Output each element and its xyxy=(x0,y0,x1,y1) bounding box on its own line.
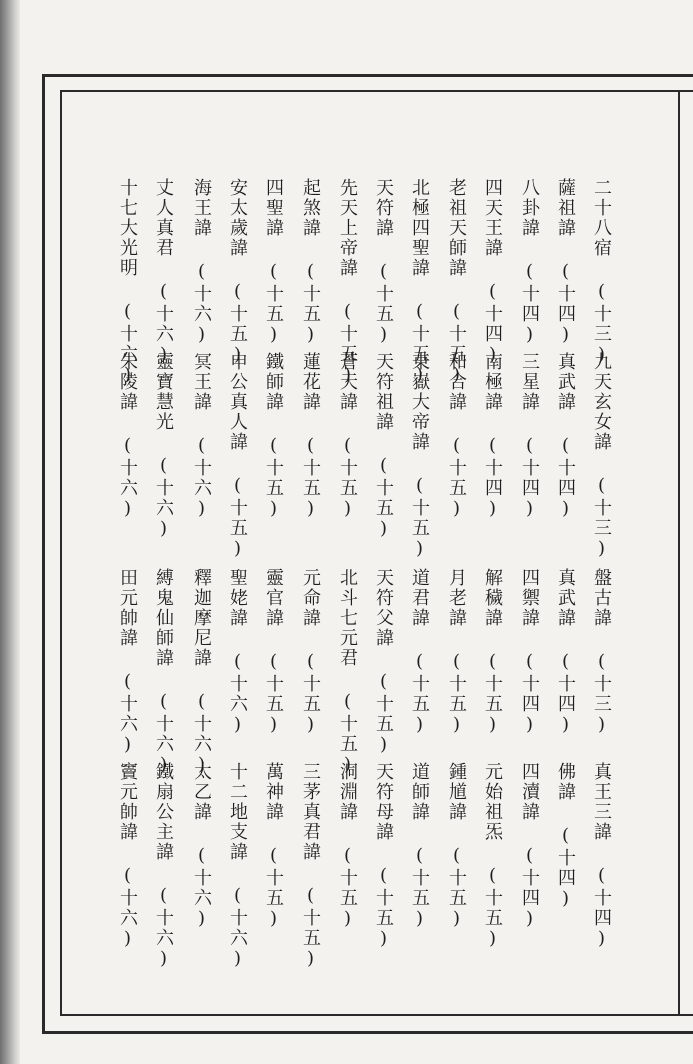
index-entry: 道師諱 (十五) xyxy=(409,762,430,931)
index-entry: 四瀆諱 (十四) xyxy=(519,762,540,931)
index-entry: 盤古諱 (十三) xyxy=(591,568,612,737)
index-entry: 四天王諱 (十四) xyxy=(482,178,503,367)
index-entry: 竇元帥諱 (十六) xyxy=(117,762,138,951)
index-entry: 佛諱 (十四) xyxy=(555,762,576,911)
index-entry: 田元帥諱 (十六) xyxy=(117,568,138,757)
index-entry: 北極四聖諱 (十五) xyxy=(409,178,430,387)
index-entry: 三茅真君諱 (十五) xyxy=(300,762,321,971)
index-entry: 鐵師諱 (十五) xyxy=(263,352,284,521)
index-entry: 海王諱 (十六) xyxy=(191,178,212,347)
index-entry: 真王三諱 (十四) xyxy=(591,762,612,951)
index-entry: 北斗七元君 (十五) xyxy=(337,568,358,777)
index-entry: 安太歲諱 (十五) xyxy=(227,178,248,367)
index-entry: 老祖天師諱 (十五) xyxy=(446,178,467,387)
index-entry: 四禦諱 (十四) xyxy=(519,568,540,737)
index-entry: 太乙諱 (十六) xyxy=(191,762,212,931)
index-entry: 十七大光明 (十六) xyxy=(117,178,138,387)
index-entry: 十二地支諱 (十六) xyxy=(227,762,248,971)
index-entry: 鍾馗諱 (十五) xyxy=(446,762,467,931)
index-entry: 起煞諱 (十五) xyxy=(300,178,321,347)
index-entry: 先天上帝諱 (十五) xyxy=(337,178,358,387)
index-entry: 三星諱 (十四) xyxy=(519,352,540,521)
index-entry: 朱陵諱 (十六) xyxy=(117,352,138,521)
index-entry: 道君諱 (十五) xyxy=(409,568,430,737)
index-entry: 和合諱 (十五) xyxy=(446,352,467,521)
index-entry: 薩祖諱 (十四) xyxy=(555,178,576,347)
index-entry: 釋迦摩尼諱 (十六) xyxy=(191,568,212,777)
index-entry: 蒼天諱 (十五) xyxy=(337,352,358,521)
index-entry: 元命諱 (十五) xyxy=(300,568,321,737)
index-entry: 申公真人諱 (十五) xyxy=(227,352,248,561)
index-entry: 真武諱 (十四) xyxy=(555,568,576,737)
index-entry: 丈人真君 (十六) xyxy=(153,178,174,367)
index-entry: 四聖諱 (十五) xyxy=(263,178,284,347)
index-entry: 二十八宿 (十三) xyxy=(591,178,612,367)
right-rule-line xyxy=(678,92,680,1014)
index-entry: 東嶽大帝諱 (十五) xyxy=(409,352,430,561)
index-entry: 蓮花諱 (十五) xyxy=(300,352,321,521)
index-entry: 元始祖炁 (十五) xyxy=(482,762,503,951)
index-entry: 月老諱 (十五) xyxy=(446,568,467,737)
index-entry: 天符父諱 (十五) xyxy=(373,568,394,757)
index-entry: 天符母諱 (十五) xyxy=(373,762,394,951)
index-entry: 萬神諱 (十五) xyxy=(263,762,284,931)
index-entry: 聖姥諱 (十六) xyxy=(227,568,248,737)
index-entry: 解穢諱 (十五) xyxy=(482,568,503,737)
index-entry: 冥王諱 (十六) xyxy=(191,352,212,521)
index-entry: 靈寶慧光 (十六) xyxy=(153,352,174,541)
index-entry: 天符祖諱 (十五) xyxy=(373,352,394,541)
index-entry: 真武諱 (十四) xyxy=(555,352,576,521)
book-spine-shadow xyxy=(0,0,20,1064)
index-entry: 九天玄女諱 (十三) xyxy=(591,352,612,561)
index-entry: 南極諱 (十四) xyxy=(482,352,503,521)
index-entry: 靈官諱 (十五) xyxy=(263,568,284,737)
index-entry: 八卦諱 (十四) xyxy=(519,178,540,347)
index-entry: 縛鬼仙師諱 (十六) xyxy=(153,568,174,777)
index-entry: 天符諱 (十五) xyxy=(373,178,394,347)
index-entry: 鐵扇公主諱 (十六) xyxy=(153,762,174,971)
index-entry: 洞淵諱 (十五) xyxy=(337,762,358,931)
